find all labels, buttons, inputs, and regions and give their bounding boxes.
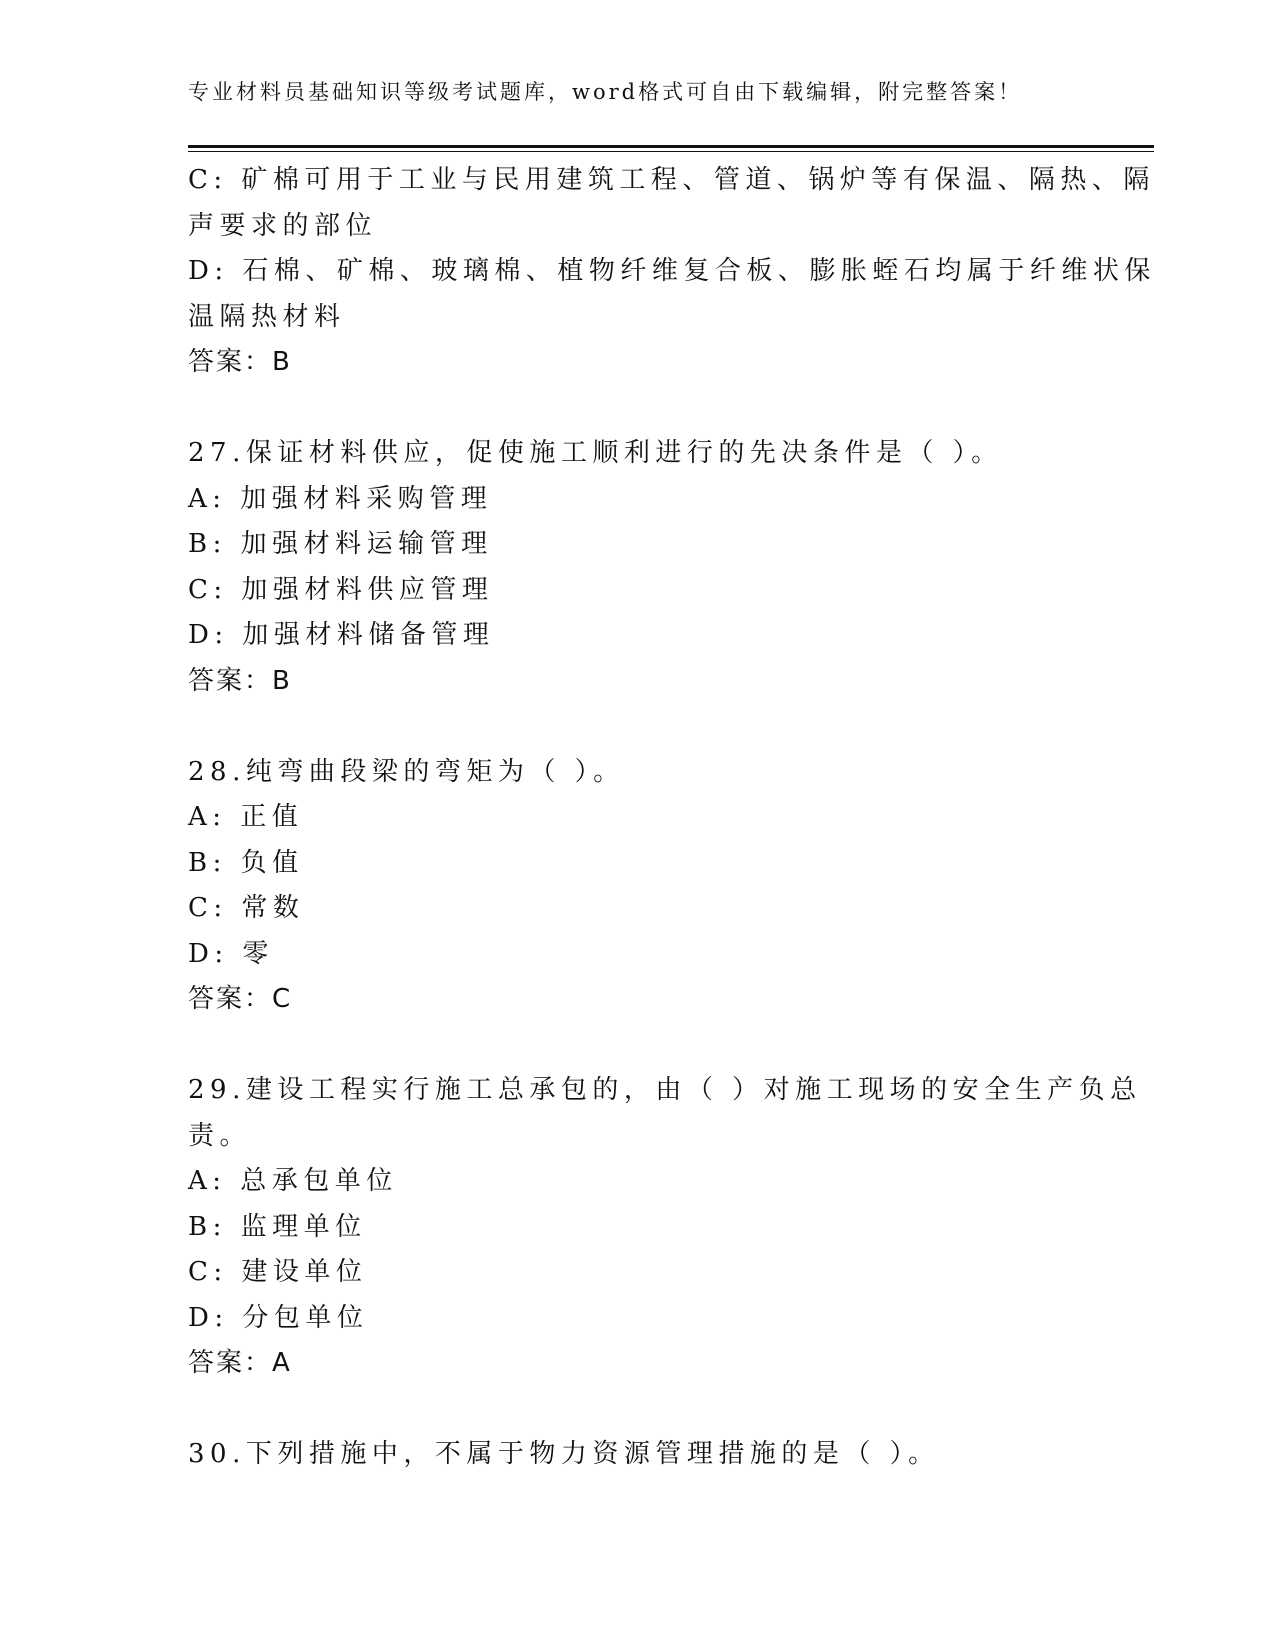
option-d: D: 分包单位: [188, 1302, 369, 1333]
option-c: C: 加强材料供应管理: [188, 574, 494, 605]
question-stem-line-2: 责。: [188, 1120, 252, 1151]
question-29: [188, 1068, 1142, 1387]
option-d-line-1: D: 石棉、矿棉、玻璃棉、植物纤维复合板、膨胀蛭石均属于纤维状保: [188, 256, 1156, 286]
question-content: [188, 158, 1156, 1478]
question-30: [188, 1432, 1088, 1478]
question-spacer: [188, 1023, 1088, 1069]
question-spacer: [188, 1387, 1088, 1433]
question-26-continued: [188, 158, 1156, 386]
question-stem-line-1: 29.建设工程实行施工总承包的，由（ ）对施工现场的安全生产负总: [188, 1075, 1142, 1105]
answer-line: 答案：B: [188, 347, 292, 377]
option-d-line-2: 温隔热材料: [188, 301, 346, 332]
question-spacer: [188, 386, 1088, 432]
question-stem: 27.保证材料供应，促使施工顺利进行的先决条件是（ ）。: [188, 438, 1003, 468]
option-d: D: 零: [188, 938, 274, 969]
option-a: A: 加强材料采购管理: [188, 483, 493, 514]
option-b: B: 负值: [188, 847, 304, 878]
option-a: A: 正值: [188, 802, 304, 832]
page-header: 专业材料员基础知识等级考试题库，word格式可自由下载编辑，附完整答案！: [188, 80, 1023, 104]
option-b: B: 加强材料运输管理: [188, 529, 493, 559]
answer-line: 答案：B: [188, 665, 292, 696]
answer-line: 答案：A: [188, 1348, 292, 1378]
option-c-line-1: C: 矿棉可用于工业与民用建筑工程、管道、锅炉等有保温、隔热、隔: [188, 165, 1155, 195]
option-d: D: 加强材料储备管理: [188, 620, 495, 650]
option-c-line-2: 声要求的部位: [188, 210, 378, 241]
option-c: C: 建设单位: [188, 1257, 368, 1287]
header-rule-thick: [188, 145, 1154, 148]
question-stem: 28.纯弯曲段梁的弯矩为（ ）。: [188, 756, 625, 787]
option-b: B: 监理单位: [188, 1211, 367, 1242]
question-stem: 30.下列措施中，不属于物力资源管理措施的是（ ）。: [188, 1439, 940, 1469]
question-27: [188, 431, 1088, 704]
option-a: A: 总承包单位: [188, 1166, 398, 1196]
question-28: [188, 750, 1088, 1023]
header-rule-thin: [188, 151, 1154, 152]
option-c: C: 常数: [188, 893, 305, 923]
question-spacer: [188, 704, 1088, 750]
answer-line: 答案：C: [188, 984, 293, 1014]
